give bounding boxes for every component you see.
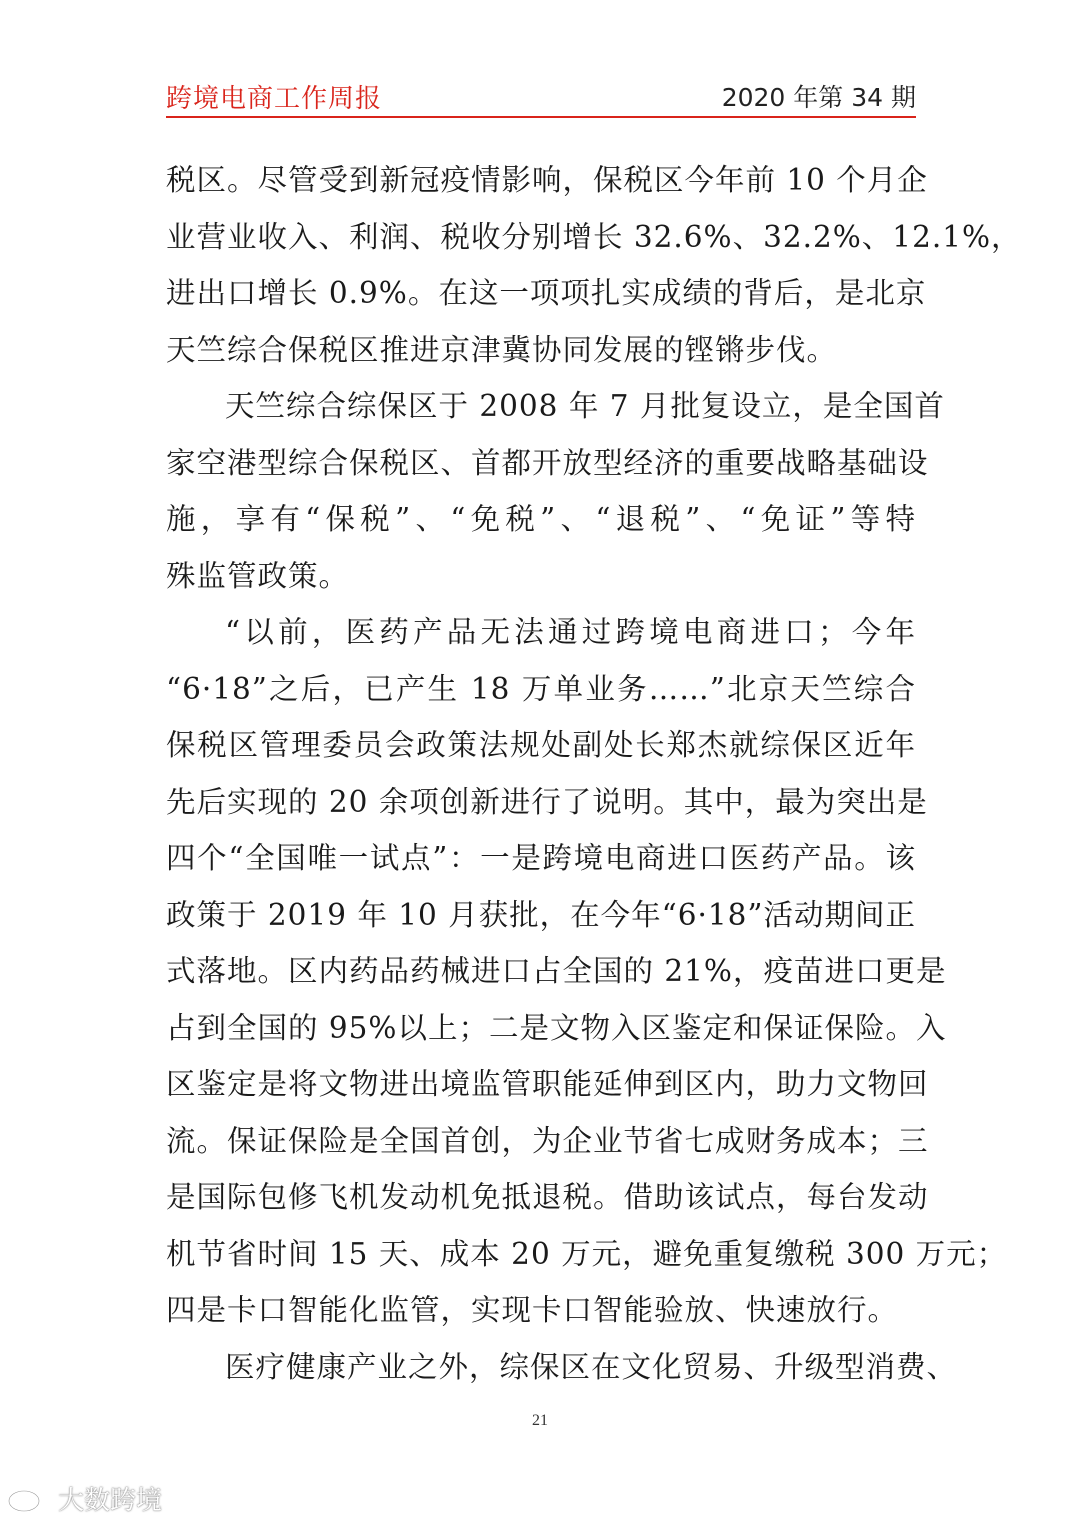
text-line: 税区。尽管受到新冠疫情影响，保税区今年前 10 个月企 [166,163,928,197]
text-line: 占到全国的 95%以上；二是文物入区鉴定和保证保险。入 [166,1010,947,1045]
text-line: 四个“全国唯一试点”：一是跨境电商进口医药产品。该 [166,841,916,875]
text-line: 天竺综合综保区于 2008 年 7 月批复设立，是全国首 [225,389,945,423]
text-line: 四是卡口智能化监管，实现卡口智能验放、快速放行。 [166,1293,899,1327]
text-line: “6·18”之后，已产生 18 万单业务……”北京天竺综合 [166,671,916,706]
weibo-logo-icon [6,1483,52,1513]
text-line: “以前，医药产品无法通过跨境电商进口；今年 [225,615,916,649]
text-line: 天竺综合保税区推进京津冀协同发展的铿锵步伐。 [166,332,838,367]
text-line: 区鉴定是将文物进出境监管职能延伸到区内，助力文物回 [166,1067,929,1101]
watermark-text: 大数跨境 [58,1485,163,1516]
text-line: 是国际包修飞机发动机免抵退税。借助该试点，每台发动 [166,1180,929,1214]
article-body [166,152,1022,1395]
page-number: 21 [532,1412,548,1429]
text-line: 施，享有“保税”、“免税”、“退税”、“免证”等特 [166,502,916,536]
text-line: 保税区管理委员会政策法规处副处长郑杰就综保区近年 [166,728,916,762]
text-line: 医疗健康产业之外，综保区在文化贸易、升级型消费、 [225,1349,958,1384]
text-line: 机节省时间 15 天、成本 20 万元，避免重复缴税 300 万元； [166,1236,1008,1271]
text-line: 业营业收入、利润、税收分别增长 32.6%、32.2%、12.1%， [166,219,1022,254]
text-line: 式落地。区内药品药械进口占全国的 21%，疫苗进口更是 [166,954,947,988]
text-line: 家空港型综合保税区、首都开放型经济的重要战略基础设 [166,445,929,480]
publication-title: 跨境电商工作周报 [166,84,383,114]
text-line: 流。保证保险是全国首创，为企业节省七成财务成本；三 [166,1123,929,1158]
document-header [166,72,916,118]
text-line: 殊监管政策。 [166,558,350,593]
watermark [6,1478,162,1518]
text-line: 先后实现的 20 余项创新进行了说明。其中，最为突出是 [166,784,928,819]
issue-number: 2020 年第 34 期 [721,83,916,112]
text-line: 进出口增长 0.9%。在这一项项扎实成绩的背后，是北京 [166,276,927,310]
text-line: 政策于 2019 年 10 月获批，在今年“6·18”活动期间正 [166,897,916,932]
